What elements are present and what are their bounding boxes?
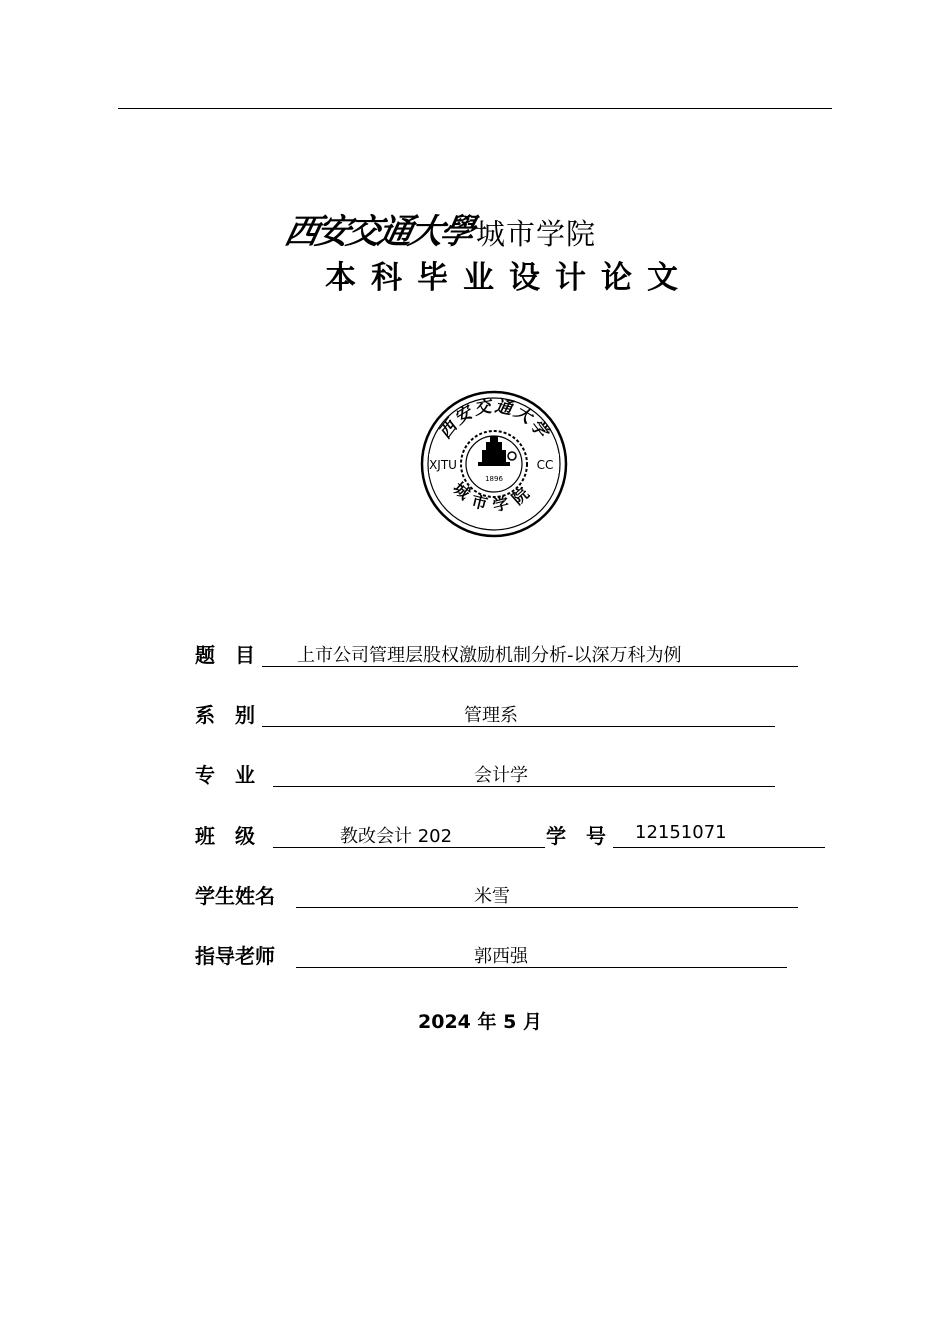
- seal-left-text: XJTU: [429, 458, 457, 472]
- student-id-underline: [613, 847, 825, 848]
- school-name: [281, 204, 597, 252]
- department-underline: [262, 726, 775, 727]
- major-value: 会计学: [474, 765, 528, 786]
- class-value: 教改会计 202: [340, 826, 453, 847]
- seal-top-text: 西安交通大学: [435, 396, 553, 443]
- student-name-underline: [296, 907, 798, 908]
- department-label: 系 别: [195, 703, 255, 727]
- department-value: 管理系: [464, 705, 518, 726]
- svg-text:城市学院: [449, 478, 538, 515]
- school-calligraphy: 西安交通大學: [281, 212, 476, 252]
- seal-year: 1896: [485, 475, 503, 483]
- university-seal-logo: [420, 390, 568, 538]
- seal-right-text: CC: [536, 458, 554, 472]
- student-id-label: 学 号: [546, 824, 606, 848]
- student-name-label: 学生姓名: [195, 884, 275, 908]
- document-title: 本科毕业设计论文: [325, 260, 693, 296]
- advisor-value: 郭西强: [474, 946, 528, 967]
- top-rule: [118, 108, 832, 109]
- seal-bottom-text: 城市学院: [449, 478, 539, 516]
- advisor-underline: [296, 967, 787, 968]
- major-label: 专 业: [195, 763, 255, 787]
- advisor-label: 指导老师: [195, 944, 275, 968]
- title-value: 上市公司管理层股权激励机制分析-以深万科为例: [297, 645, 682, 666]
- student-name-value: 米雪: [474, 886, 510, 907]
- school-suffix: 城市学院: [476, 217, 597, 251]
- submission-date: 2024 年 5 月: [418, 1011, 542, 1033]
- title-label: 题 目: [195, 643, 255, 667]
- class-label: 班 级: [195, 824, 255, 848]
- student-id-value: 12151071: [635, 822, 727, 843]
